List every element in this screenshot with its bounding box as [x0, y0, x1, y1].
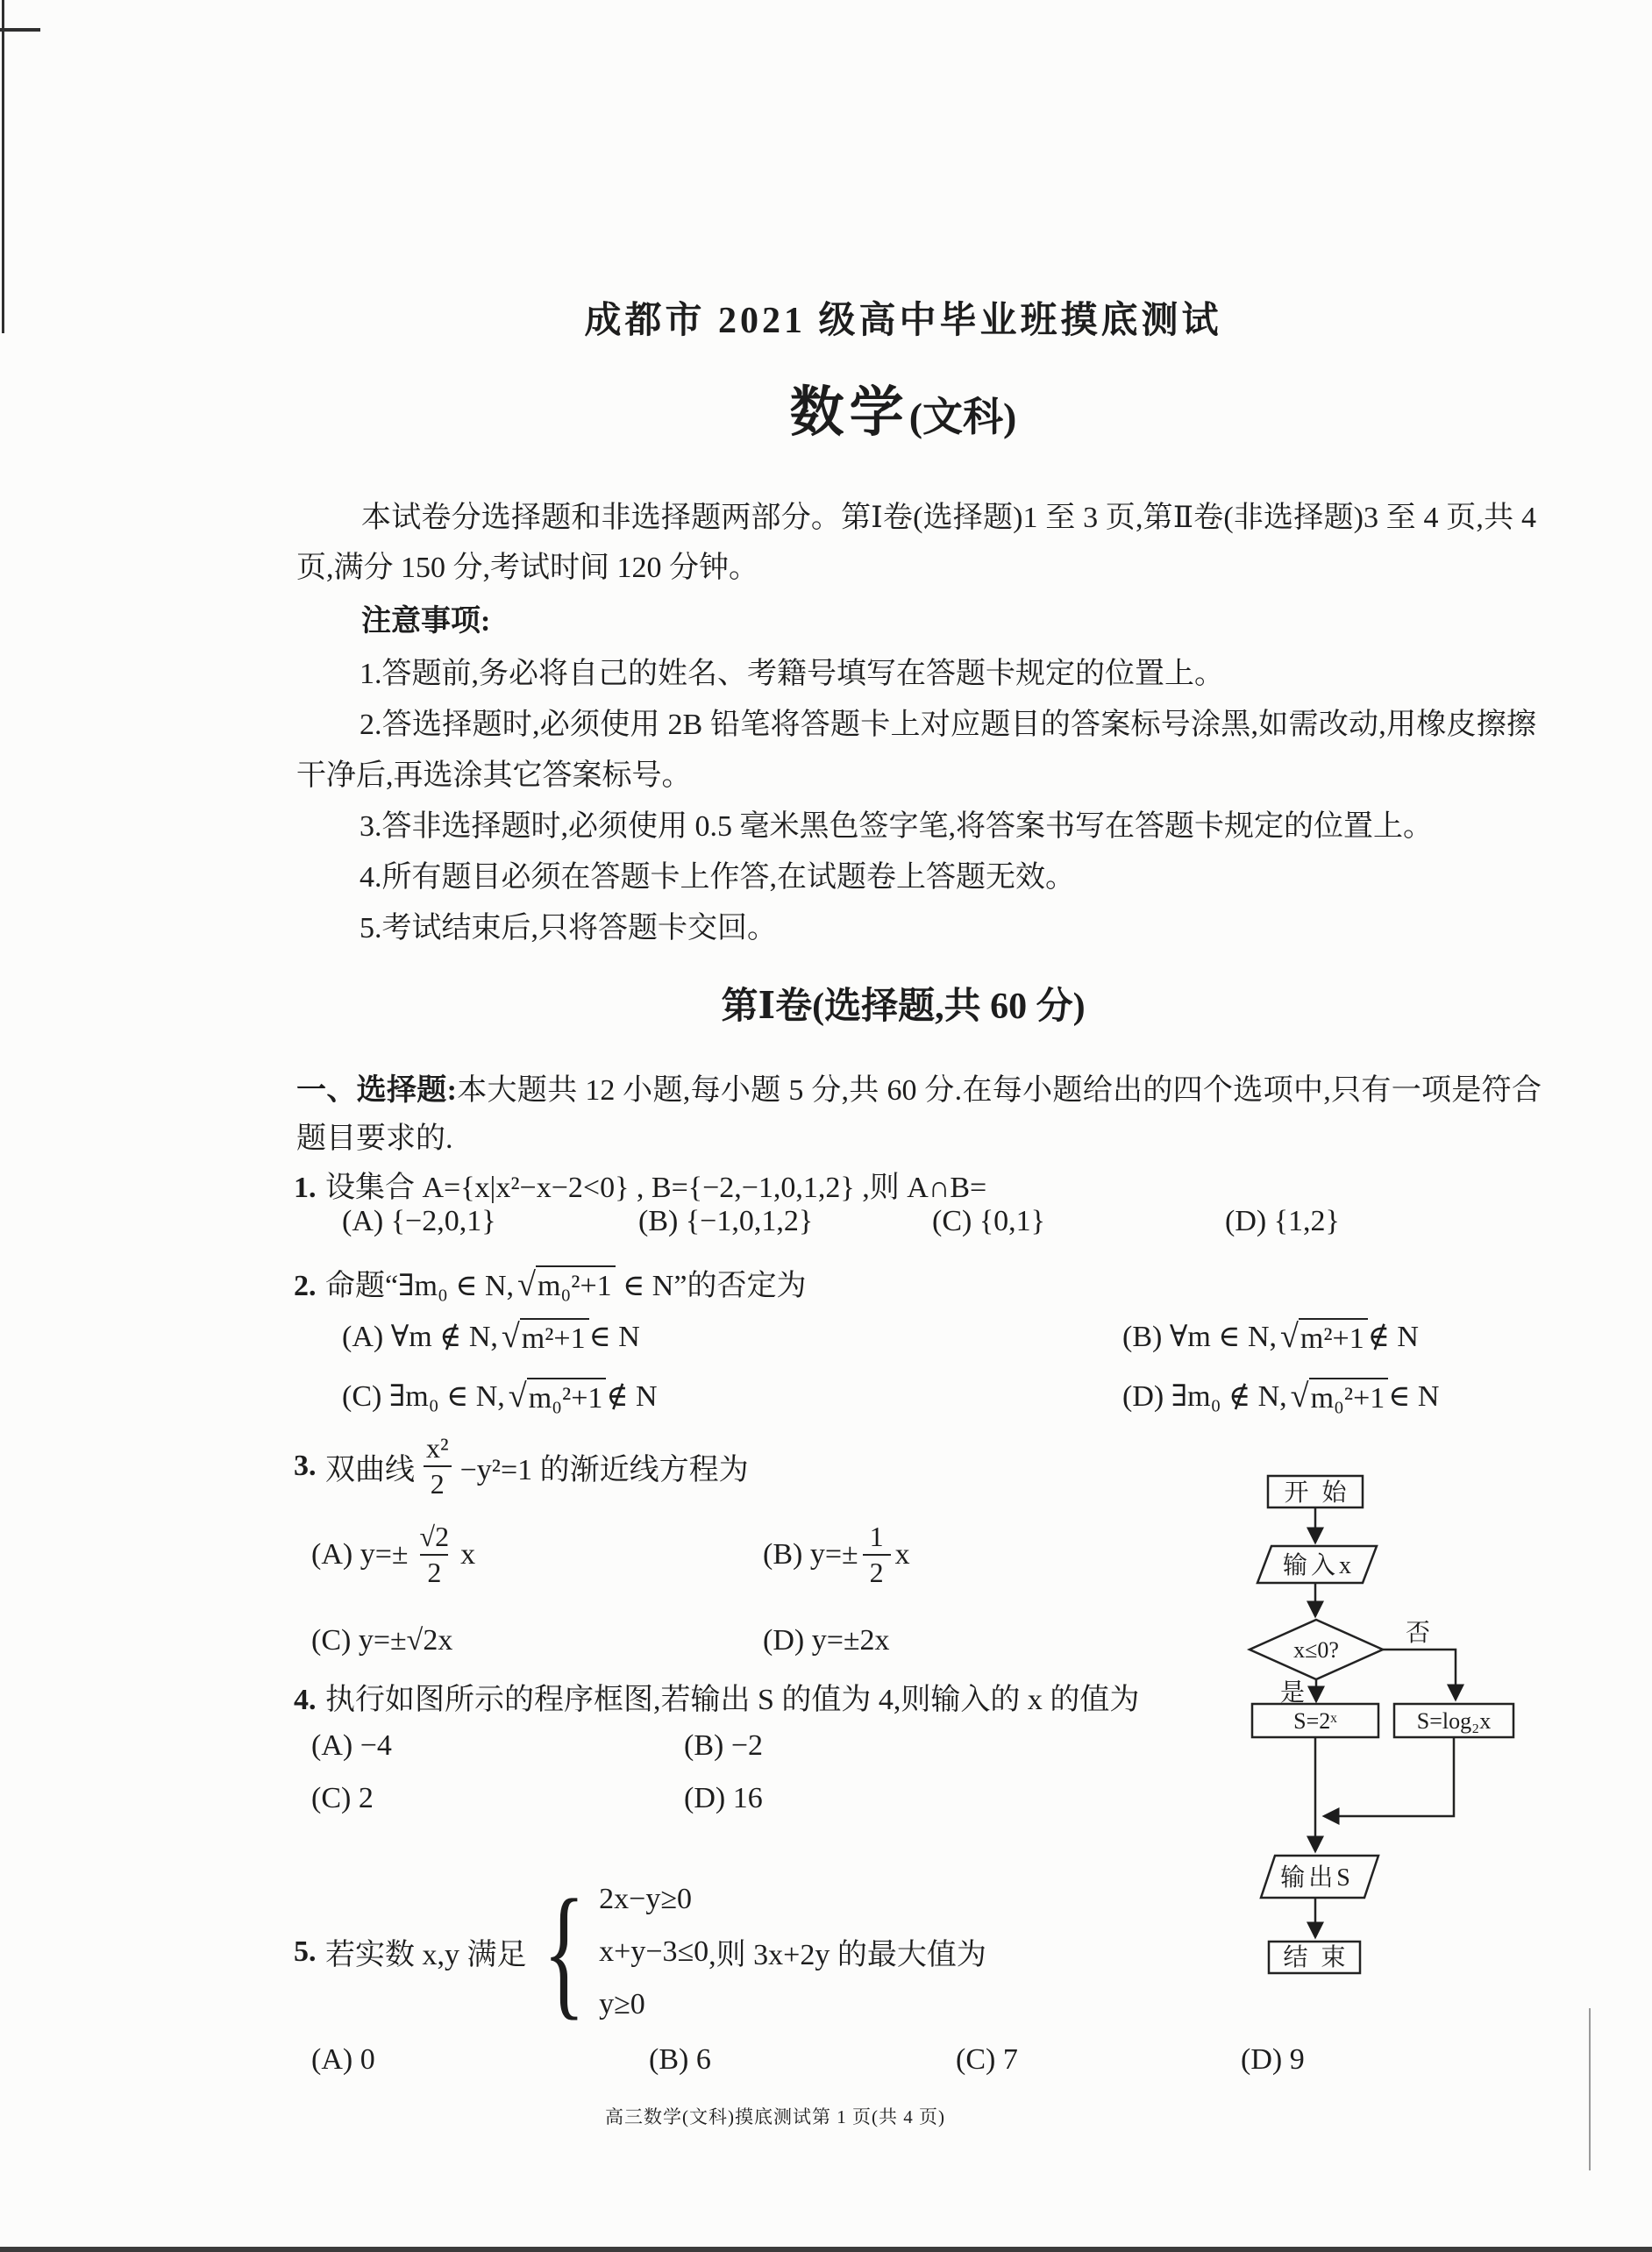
- q2-option-b-pre: (B) ∀m ∈ N,: [1122, 1321, 1278, 1353]
- q2-option-d-pre: (D) ∃m₀ ∉ N,: [1122, 1380, 1287, 1413]
- q2-option-c-radicand: m₀²+1: [527, 1378, 607, 1415]
- question-2-options-row-1: [342, 1317, 1419, 1356]
- question-3-post: −y²=1 的渐近线方程为: [459, 1453, 749, 1486]
- flowchart-output-label: 输出S: [1280, 1864, 1354, 1892]
- q4-option-a: (A) −4: [311, 1729, 392, 1762]
- q3-option-d: (D) y=±2x: [763, 1624, 890, 1657]
- sqrt-radical: √: [501, 1318, 520, 1355]
- q2-option-b-radicand: m²+1: [1299, 1318, 1368, 1356]
- question-1-number: 1.: [294, 1172, 317, 1204]
- flowchart-condition-label: x≤0?: [1293, 1637, 1339, 1663]
- question-2: [294, 1261, 806, 1304]
- flowchart-merge-line: [1324, 1737, 1454, 1816]
- flowchart-s2-label: S=log₂x: [1416, 1708, 1492, 1734]
- sqrt-radical: √: [508, 1378, 527, 1415]
- notice-item-2: 2.答选择题时,必须使用 2B 铅笔将答题卡上对应题目的答案标号涂黑,如需改动,用橡皮擦擦干净后,再选涂其它答案标号。: [296, 709, 1536, 792]
- question-3-fraction: [419, 1433, 456, 1499]
- question-2-options-row-2: [342, 1377, 1439, 1415]
- question-5-number: 5.: [294, 1935, 317, 1968]
- flowchart-end-label: 结 束: [1283, 1944, 1349, 1971]
- question-2-pre: 命题“∃m₀ ∈ N,: [325, 1270, 515, 1302]
- question-3-options-row-2: [311, 1624, 890, 1657]
- q2-option-c-pre: (C) ∃m₀ ∈ N,: [342, 1380, 505, 1413]
- q3-option-b-post: x: [894, 1538, 910, 1571]
- fraction-numerator: x²: [426, 1432, 449, 1465]
- fraction-denominator: 2: [420, 1554, 448, 1588]
- q2-option-a: [342, 1317, 1122, 1356]
- question-4-number: 4.: [294, 1684, 317, 1716]
- system-line-1: 2x−y≥0: [599, 1882, 692, 1915]
- page-footer: 高三数学(文科)摸底测试第 1 页(共 4 页): [605, 2106, 945, 2127]
- question-4: [294, 1675, 1139, 1718]
- sqrt-radical: √: [1280, 1318, 1299, 1355]
- q2-option-a-radicand: m²+1: [520, 1318, 589, 1356]
- scan-artifact-bottom-edge: [0, 2247, 1652, 2252]
- fraction-numerator: √2: [419, 1521, 450, 1553]
- q5-option-a: (A) 0: [311, 2043, 375, 2076]
- question-1-options: [342, 1205, 1340, 1238]
- q2-option-b-post: ∉ N: [1367, 1321, 1419, 1353]
- q1-option-c: (C) {0,1}: [932, 1205, 1045, 1237]
- question-5-options: [311, 2043, 1305, 2077]
- section1-intro-text: 本大题共 12 小题,每小题 5 分,共 60 分.在每小题给出的四个选项中,只有一项是符合题目要求的.: [296, 1074, 1542, 1155]
- q2-option-c-post: ∉ N: [606, 1380, 658, 1413]
- q4-option-b: (B) −2: [684, 1729, 763, 1762]
- exam-intro-paragraph: 本试卷分选择题和非选择题两部分。第Ⅰ卷(选择题)1 至 3 页,第Ⅱ卷(非选择题)3 至 4 页,共 4 页,满分 150 分,考试时间 120 分钟。: [296, 502, 1536, 584]
- flowchart-input-label: 输入x: [1282, 1552, 1356, 1579]
- q1-option-b: (B) {−1,0,1,2}: [638, 1205, 814, 1237]
- notice-item-5: 5.考试结束后,只将答题卡交回。: [360, 912, 777, 944]
- question-4-options-row-2: [311, 1782, 763, 1815]
- section1-intro: [296, 1066, 1542, 1163]
- program-flowchart: [1226, 1441, 1524, 1995]
- question-5-pre: 若实数 x,y 满足: [325, 1939, 527, 1971]
- q2-option-a-pre: (A) ∀m ∉ N,: [342, 1321, 498, 1353]
- question-1: [294, 1163, 986, 1206]
- flowchart-s1-label: S=2ˣ: [1293, 1708, 1337, 1734]
- q1-option-d: (D) {1,2}: [1225, 1205, 1340, 1237]
- q3-option-b-pre: (B) y=±: [763, 1538, 858, 1571]
- q4-option-c: (C) 2: [311, 1782, 374, 1814]
- question-4-options-row-1: [311, 1729, 763, 1763]
- question-3-number: 3.: [294, 1450, 317, 1482]
- q2-option-d-radicand: m₀²+1: [1309, 1378, 1389, 1415]
- q3-option-a-post: x: [460, 1538, 476, 1571]
- q2-option-c: [342, 1377, 1122, 1415]
- q3-option-a-fraction: [413, 1522, 457, 1587]
- exam-title: 成都市 2021 级高中毕业班摸底测试: [584, 301, 1222, 341]
- system-line-3: y≥0: [599, 1987, 645, 2020]
- question-3: [294, 1424, 749, 1508]
- q2-option-d: [1122, 1377, 1439, 1415]
- q3-option-b-fraction: [863, 1522, 891, 1587]
- question-3-pre: 双曲线: [325, 1453, 415, 1486]
- q3-option-a-pre: (A) y=±: [311, 1538, 409, 1571]
- q5-option-b: (B) 6: [649, 2043, 711, 2076]
- question-2-number: 2.: [294, 1270, 317, 1302]
- question-2-radicand: m₀²+1: [536, 1265, 616, 1302]
- flowchart-start-label: 开 始: [1284, 1479, 1350, 1507]
- q5-option-c: (C) 7: [956, 2043, 1018, 2076]
- question-5-system: [527, 1869, 709, 2033]
- q1-option-a: (A) {−2,0,1}: [342, 1205, 496, 1237]
- flowchart-no-label: 否: [1406, 1620, 1431, 1647]
- q2-option-a-post: ∈ N: [588, 1321, 640, 1353]
- question-3-options-row-1: [311, 1515, 910, 1594]
- scan-artifact-right-edge: [1589, 2008, 1591, 2170]
- question-4-text: 执行如图所示的程序框图,若输出 S 的值为 4,则输入的 x 的值为: [325, 1684, 1140, 1716]
- notice-label: 注意事项:: [361, 605, 491, 638]
- q3-option-a: [311, 1515, 763, 1594]
- q5-option-d: (D) 9: [1241, 2043, 1305, 2076]
- question-1-text: 设集合 A={x|x²−x−2<0} , B={−2,−1,0,1,2} ,则 A∩B=: [325, 1172, 987, 1204]
- notice-item-4: 4.所有题目必须在答题卡上作答,在试题卷上答题无效。: [360, 861, 1075, 894]
- system-lines: [599, 1873, 709, 2031]
- q2-option-b: [1122, 1317, 1419, 1356]
- q3-option-c: (C) y=±√2x: [311, 1624, 453, 1657]
- fraction-denominator: 2: [863, 1554, 891, 1588]
- system-line-2: x+y−3≤0: [599, 1935, 709, 1968]
- notice-item-3: 3.答非选择题时,必须使用 0.5 毫米黑色签字笔,将答案书写在答题卡规定的位置上。: [360, 810, 1433, 843]
- notice-list: [296, 649, 1536, 954]
- scan-artifact-left-edge: [2, 0, 4, 333]
- notice-item-1: 1.答题前,务必将自己的姓名、考籍号填写在答题卡规定的位置上。: [360, 658, 1224, 690]
- question-5: [294, 1866, 986, 2037]
- q3-option-b: [763, 1515, 910, 1594]
- system-brace: {: [542, 1869, 586, 2033]
- flowchart-no-branch-line: [1383, 1650, 1456, 1700]
- q4-option-d: (D) 16: [684, 1782, 763, 1814]
- sqrt-radical: √: [1290, 1378, 1309, 1415]
- question-5-post: ,则 3x+2y 的最大值为: [709, 1939, 986, 1971]
- subject-title-main: 数学: [789, 383, 909, 443]
- fraction-denominator: 2: [424, 1465, 452, 1500]
- sqrt-radical: √: [517, 1266, 536, 1303]
- question-2-post: ∈ N”的否定为: [615, 1270, 807, 1302]
- scan-artifact-corner-tick: [0, 28, 40, 32]
- section1-intro-label: 一、选择题:: [296, 1074, 457, 1107]
- flowchart-yes-label: 是: [1280, 1679, 1306, 1707]
- fraction-numerator: 1: [869, 1521, 884, 1553]
- subject-title: [289, 368, 1517, 446]
- q2-option-d-post: ∈ N: [1388, 1380, 1440, 1413]
- subject-title-sub: (文科): [908, 395, 1017, 439]
- section1-heading: 第Ⅰ卷(选择题,共 60 分): [721, 987, 1086, 1027]
